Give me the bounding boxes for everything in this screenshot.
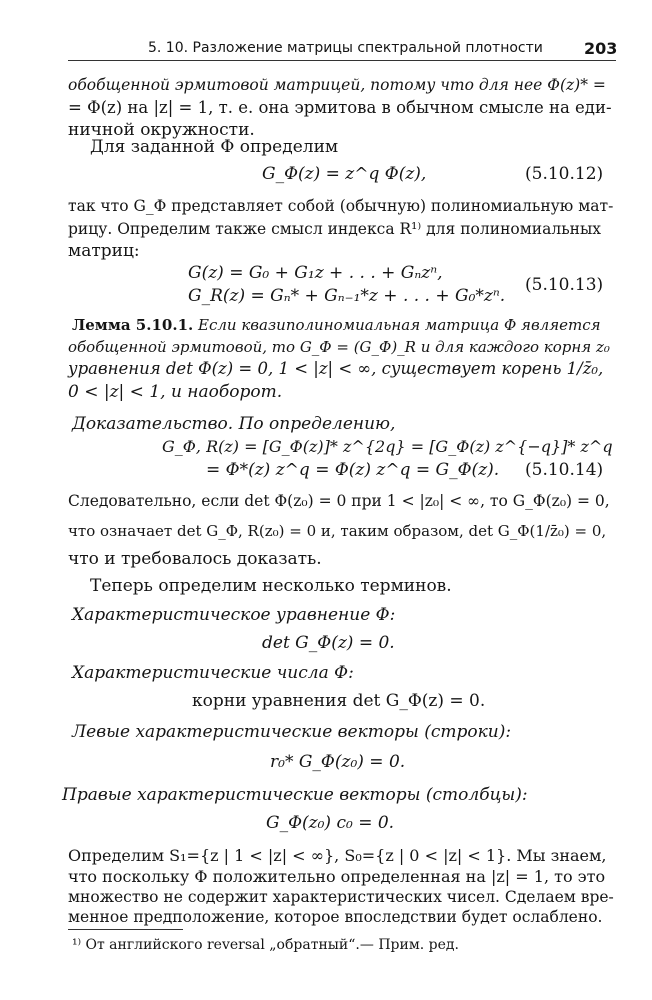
term-heading: Характеристическое уравнение Φ: [72, 605, 396, 625]
text-line: Теперь определим несколько терминов. [90, 576, 452, 596]
header-rule [68, 60, 616, 61]
text-line: множество не содержит характеристических чисел. Сделаем вре- [68, 888, 614, 906]
text-line: Для заданной Φ определим [90, 137, 339, 157]
text-line: рицу. Определим также смысл индекса R¹⁾ для полиномиальных [68, 220, 602, 238]
text-line: что означает det G_Φ, R(z₀) = 0 и, таким образом, det G_Φ(1/z̄₀) = 0, [68, 522, 607, 540]
page-header [0, 0, 652, 60]
footnote: ¹⁾ От английского reversal „обратный“.— Прим. ред. [72, 937, 459, 953]
lemma-text: Если квазиполиномиальная матрица Φ является [198, 316, 601, 334]
page-number: 203 [584, 39, 618, 58]
equation: G_Φ, R(z) = [G_Φ(z)]* z^{2q} = [G_Φ(z) z^{−q}]* z^q [162, 437, 613, 456]
text-line: ничной окружности. [68, 120, 255, 140]
proof-line: Доказательство. По определению, [72, 414, 396, 434]
equation: det G_Φ(z) = 0. [262, 633, 395, 653]
lemma-line: обобщенной эрмитовой, то G_Φ = (G_Φ)_R и для каждого корня z₀ [68, 338, 610, 356]
equation: = Φ*(z) z^q = Φ(z) z^q = G_Φ(z). [206, 460, 500, 480]
equation: G_R(z) = Gₙ* + Gₙ₋₁*z + . . . + G₀*zⁿ. [188, 286, 506, 306]
lemma-title: Лемма 5.10.1. [72, 316, 194, 334]
equation: G_Φ(z₀) c₀ = 0. [266, 813, 395, 833]
text-line: что и требовалось доказать. [68, 549, 322, 569]
text-line: обобщенной эрмитовой матрицей, потому что для нее Φ(z)* = [68, 76, 606, 94]
equation: r₀* G_Φ(z₀) = 0. [270, 752, 406, 772]
term-heading: Характеристические числа Φ: [72, 663, 354, 683]
text-line: менное предположение, которое впоследствии будет ослаблено. [68, 908, 603, 926]
text-line: что поскольку Φ положительно определенная на |z| = 1, то это [68, 867, 606, 886]
equation-number: (5.10.13) [525, 275, 604, 295]
equation: корни уравнения det G_Φ(z) = 0. [192, 691, 486, 711]
equation: G(z) = G₀ + G₁z + . . . + Gₙzⁿ, [188, 263, 443, 283]
equation-number: (5.10.14) [525, 460, 604, 480]
footnote-rule [68, 929, 183, 930]
text-line: Определим S₁={z | 1 < |z| < ∞}, S₀={z | 0 < |z| < 1}. Мы знаем, [68, 846, 607, 865]
text-line: матриц: [68, 241, 140, 261]
text-line: Следовательно, если det Φ(z₀) = 0 при 1 < |z₀| < ∞, то G_Φ(z₀) = 0, [68, 492, 610, 510]
running-title: 5. 10. Разложение матрицы спектральной плотности [148, 40, 543, 56]
lemma-line: 0 < |z| < 1, и наоборот. [68, 382, 283, 402]
text-line: так что G_Φ представляет собой (обычную) полиномиальную мат- [68, 197, 614, 215]
term-heading: Левые характеристические векторы (строки): [72, 722, 512, 742]
term-heading: Правые характеристические векторы (столбцы): [62, 785, 528, 805]
lemma-line: уравнения det Φ(z) = 0, 1 < |z| < ∞, существует корень 1/z̄₀, [68, 359, 604, 378]
lemma-line [72, 314, 601, 336]
text-line: = Φ(z) на |z| = 1, т. е. она эрмитова в обычном смысле на еди- [68, 98, 612, 117]
equation-number: (5.10.12) [525, 164, 604, 184]
equation: G_Φ(z) = z^q Φ(z), [262, 164, 427, 184]
